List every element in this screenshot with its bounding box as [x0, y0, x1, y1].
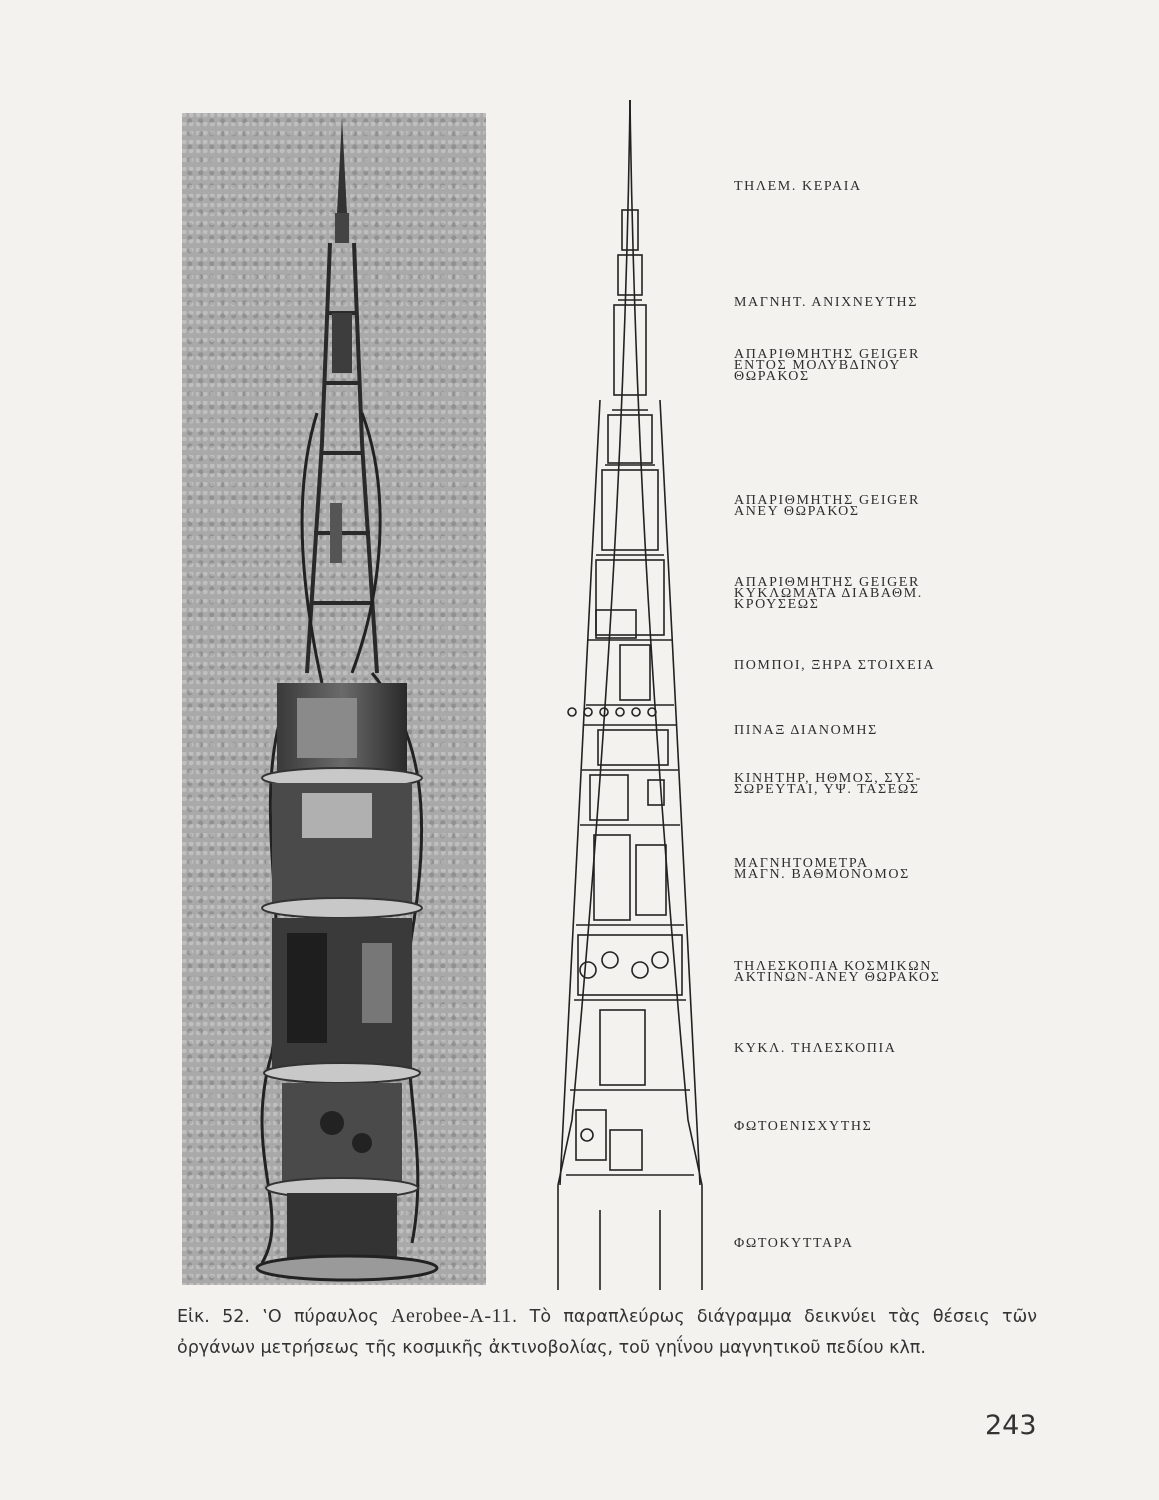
label-line: ΤΗΛΕΣΚΟΠΙΑ ΚΟΣΜΙΚΩΝ — [734, 959, 932, 974]
page-number: 243 — [985, 1410, 1037, 1441]
label-line: ΜΑΓΝΗΤΟΜΕΤΡΑ — [734, 856, 869, 871]
label-line: ΜΑΓΝ. ΒΑΘΜΟΝΟΜΟΣ — [734, 867, 910, 882]
label-cosmic-telescopes — [734, 961, 941, 983]
caption-rocket-name: Aerobee-A-11 — [391, 1305, 512, 1327]
caption-prefix: Εἰκ. 52. ‛Ο πύραυλος — [177, 1307, 392, 1327]
rocket-assembly-illustration — [182, 113, 486, 1285]
rocket-cutaway-diagram — [530, 100, 710, 1290]
label-line: ΚΥΚΛΩΜΑΤΑ ΔΙΑΒΑΘΜ. — [734, 586, 923, 601]
label-geiger-unshielded — [734, 495, 920, 517]
label-line: ΚΡΟΥΣΕΩΣ — [734, 597, 820, 612]
label-line: ΠΟΜΠΟΙ, ΞΗΡΑ ΣΤΟΙΧΕΙΑ — [734, 658, 936, 673]
label-photocells — [734, 1238, 854, 1249]
label-motor-batteries — [734, 773, 922, 795]
label-line: ΘΩΡΑΚΟΣ — [734, 369, 810, 384]
label-telescope-circuits — [734, 1043, 896, 1054]
rocket-photograph — [182, 113, 486, 1285]
caption-suffix: . Τὸ παραπλεύρως διάγραμμα δεικνύει τὰς θέσεις τῶν ὀργάνων μετρήσεως τῆς κοσμικῆς ἀκτινοβολίας, τοῦ γηΐνου μαγνητικοῦ πεδίου κλπ. — [177, 1307, 1038, 1358]
label-antenna — [734, 181, 862, 192]
label-magnetic-detector — [734, 297, 918, 308]
label-line: ΑΠΑΡΙΘΜΗΤΗΣ GEIGER — [734, 575, 920, 590]
label-line: ΑΠΑΡΙΘΜΗΤΗΣ GEIGER — [734, 347, 920, 362]
label-line: ΚΙΝΗΤΗΡ, ΗΘΜΟΣ, ΣΥΣ- — [734, 771, 922, 786]
label-line: ΦΩΤΟΕΝΙΣΧΥΤΗΣ — [734, 1119, 873, 1134]
label-transmitters — [734, 660, 935, 671]
label-geiger-lead-shield — [734, 349, 920, 382]
label-line: ΦΩΤΟΚΥΤΤΑΡΑ — [734, 1236, 854, 1251]
label-line: ΕΝΤΟΣ ΜΟΛΥΒΔΙΝΟΥ — [734, 358, 901, 373]
label-line: ΣΩΡΕΥΤΑΙ, ΥΨ. ΤΑΣΕΩΣ — [734, 782, 920, 797]
label-distribution-panel — [734, 725, 878, 736]
label-magnetometers — [734, 858, 910, 880]
label-geiger-circuits — [734, 577, 923, 610]
label-line: ΠΙΝΑΞ ΔΙΑΝΟΜΗΣ — [734, 723, 878, 738]
label-line: ΑΚΤΙΝΩΝ-ΑΝΕΥ ΘΩΡΑΚΟΣ — [734, 970, 941, 985]
label-line: ΜΑΓΝΗΤ. ΑΝΙΧΝΕΥΤΗΣ — [734, 295, 918, 310]
label-line: ΑΠΑΡΙΘΜΗΤΗΣ GEIGER — [734, 493, 920, 508]
figure-caption — [177, 1301, 1037, 1364]
label-line: ΑΝΕΥ ΘΩΡΑΚΟΣ — [734, 504, 860, 519]
label-line: ΚΥΚΛ. ΤΗΛΕΣΚΟΠΙΑ — [734, 1041, 897, 1056]
label-photo-amplifier — [734, 1121, 872, 1132]
label-line: ΤΗΛΕΜ. ΚΕΡΑΙΑ — [734, 179, 862, 194]
